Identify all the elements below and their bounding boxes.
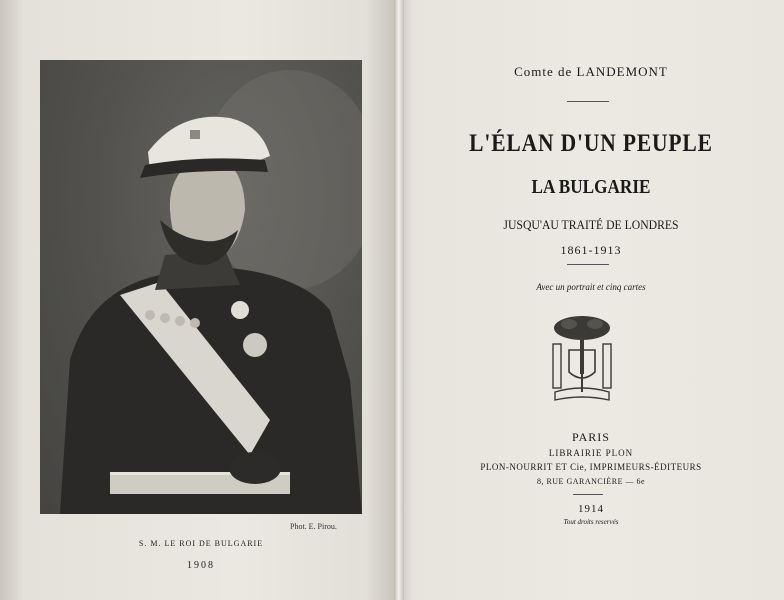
publication-year: 1914 [578, 503, 604, 515]
rights-notice: Tout droits reservés [563, 518, 619, 526]
portrait-figure [40, 60, 362, 514]
portrait-photograph [40, 60, 362, 514]
publisher-address: 8, RUE GARANCIÈRE — 6e [536, 477, 646, 486]
portrait-year: 1908 [187, 560, 215, 571]
divider-rule [567, 264, 609, 265]
book-note: Avec un portrait et cinq cartes [536, 282, 646, 292]
book-dates: 1861-1913 [560, 243, 622, 257]
divider-rule [573, 494, 603, 495]
portrait-caption: S. M. LE ROI DE BULGARIE [138, 539, 264, 548]
book-subtitle: JUSQU'AU TRAITÉ DE LONDRES [503, 217, 679, 232]
book-title: L'ÉLAN D'UN PEUPLE [469, 130, 713, 157]
photo-credit: Phot. E. Pirou. [290, 522, 337, 531]
author-name: Comte de LANDEMONT [514, 64, 668, 79]
publisher-emblem [551, 314, 613, 406]
library-name: LIBRAIRIE PLON [548, 448, 634, 458]
divider-rule [567, 101, 609, 102]
publication-city: PARIS [572, 430, 610, 444]
book-subtitle-main: LA BULGARIE [531, 176, 651, 198]
publisher-name: PLON-NOURRIT ET Cie, IMPRIMEURS-ÉDITEURS [480, 462, 702, 472]
svg-text:P: P [579, 357, 585, 366]
